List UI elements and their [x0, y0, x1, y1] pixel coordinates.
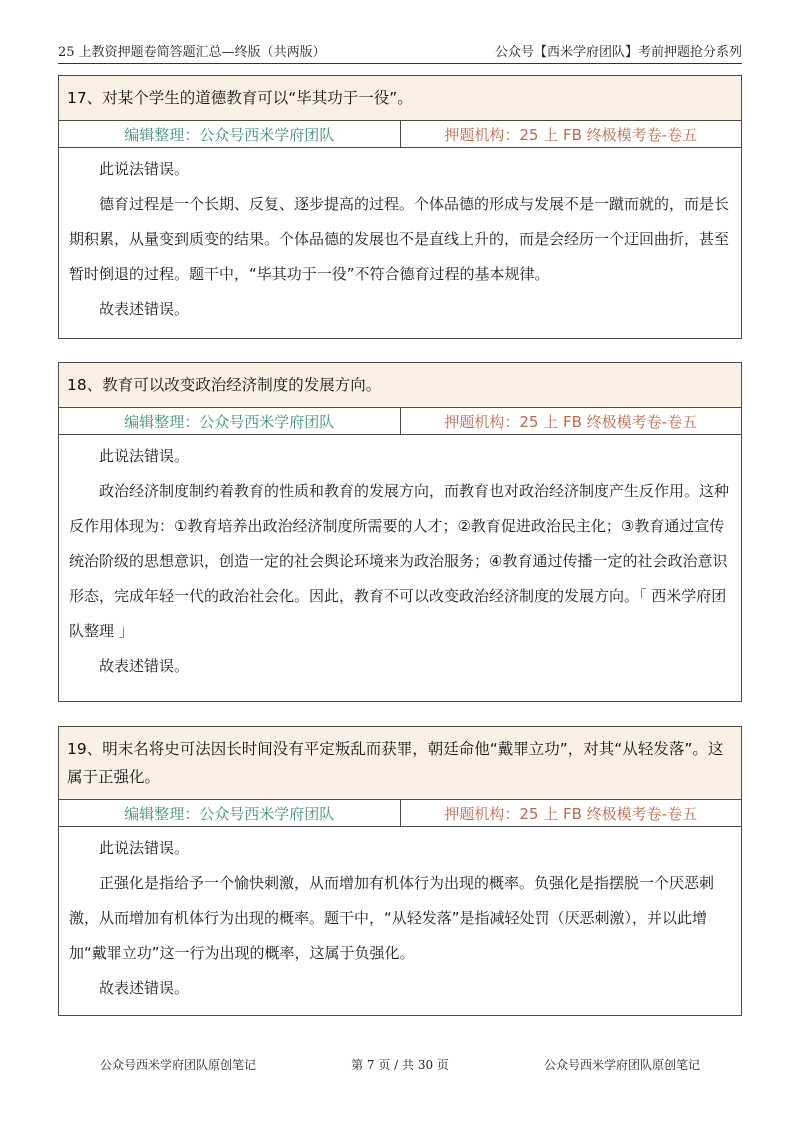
answer-body [59, 827, 741, 1012]
question-title: 17、对某个学生的道德教育可以“毕其功于一役”。 [59, 76, 741, 121]
question-card-17 [58, 75, 742, 339]
answer-verdict: 此说法错误。 [99, 160, 190, 178]
question-meta [59, 121, 741, 148]
answer-explanation: 德育过程是一个长期、反复、逐步提高的过程。个体品德的形成与发展不是一蹴而就的，而是长期积累，从量变到质变的结果。个体品德的发展也不是直线上升的，而是会经历一个迂回曲折，甚至暂时倒退的过程。题干中，“毕其功于一役”不符合德育过程的基本规律。 [69, 195, 730, 283]
footer-right: 公众号西米学府团队原创笔记 [543, 1058, 700, 1072]
header-title: 25 上教资押题卷简答题汇总—终版（共两版） [58, 45, 326, 60]
question-title: 18、教育可以改变政治经济制度的发展方向。 [59, 363, 741, 408]
question-meta [59, 408, 741, 435]
question-title: 19、明末名将史可法因长时间没有平定叛乱而获罪，朝廷命他“戴罪立功”，对其“从轻发落”。这属于正强化。 [59, 727, 741, 800]
source-label: 押题机构：25 上 FB 终极模考卷-卷五 [444, 125, 698, 144]
answer-conclusion: 故表述错误。 [99, 657, 190, 675]
question-card-19 [58, 726, 742, 1016]
question-card-18 [58, 362, 742, 702]
answer-body [59, 435, 741, 690]
page-footer [100, 1056, 700, 1073]
answer-conclusion: 故表述错误。 [99, 300, 190, 318]
answer-body [59, 148, 741, 333]
page-number: 第 7 页 / 共 30 页 [351, 1058, 449, 1072]
answer-conclusion: 故表述错误。 [99, 979, 190, 997]
answer-explanation: 政治经济制度制约着教育的性质和教育的发展方向，而教育也对政治经济制度产生反作用。这种反作用体现为：①教育培养出政治经济制度所需要的人才；②教育促进政治民主化；③教育通过宣传统治阶级的思想意识，创造一定的社会舆论环境来为政治服务；④教育通过传播一定的社会政治意识形态，完成年轻一代的政治社会化。因此，教育不可以改变政治经济制度的发展方向。「 西米学府团队整理 」 [69, 482, 730, 640]
footer-left: 公众号西米学府团队原创笔记 [100, 1058, 257, 1072]
question-meta [59, 800, 741, 827]
answer-verdict: 此说法错误。 [99, 839, 190, 857]
source-label: 押题机构：25 上 FB 终极模考卷-卷五 [444, 412, 698, 431]
editor-label: 编辑整理：公众号西米学府团队 [59, 408, 401, 434]
answer-explanation: 正强化是指给予一个愉快刺激，从而增加有机体行为出现的概率。负强化是指摆脱一个厌恶刺激，从而增加有机体行为出现的概率。题干中，“从轻发落”是指减轻处罚（厌恶刺激），并以此增加“戴罪立功”这一行为出现的概率，这属于负强化。 [69, 874, 715, 962]
answer-verdict: 此说法错误。 [99, 447, 190, 465]
editor-label: 编辑整理：公众号西米学府团队 [59, 121, 401, 147]
editor-label: 编辑整理：公众号西米学府团队 [59, 800, 401, 826]
source-label: 押题机构：25 上 FB 终极模考卷-卷五 [444, 804, 698, 823]
header-series: 公众号【西米学府团队】考前押题抢分系列 [494, 45, 742, 60]
page-header [58, 36, 742, 64]
